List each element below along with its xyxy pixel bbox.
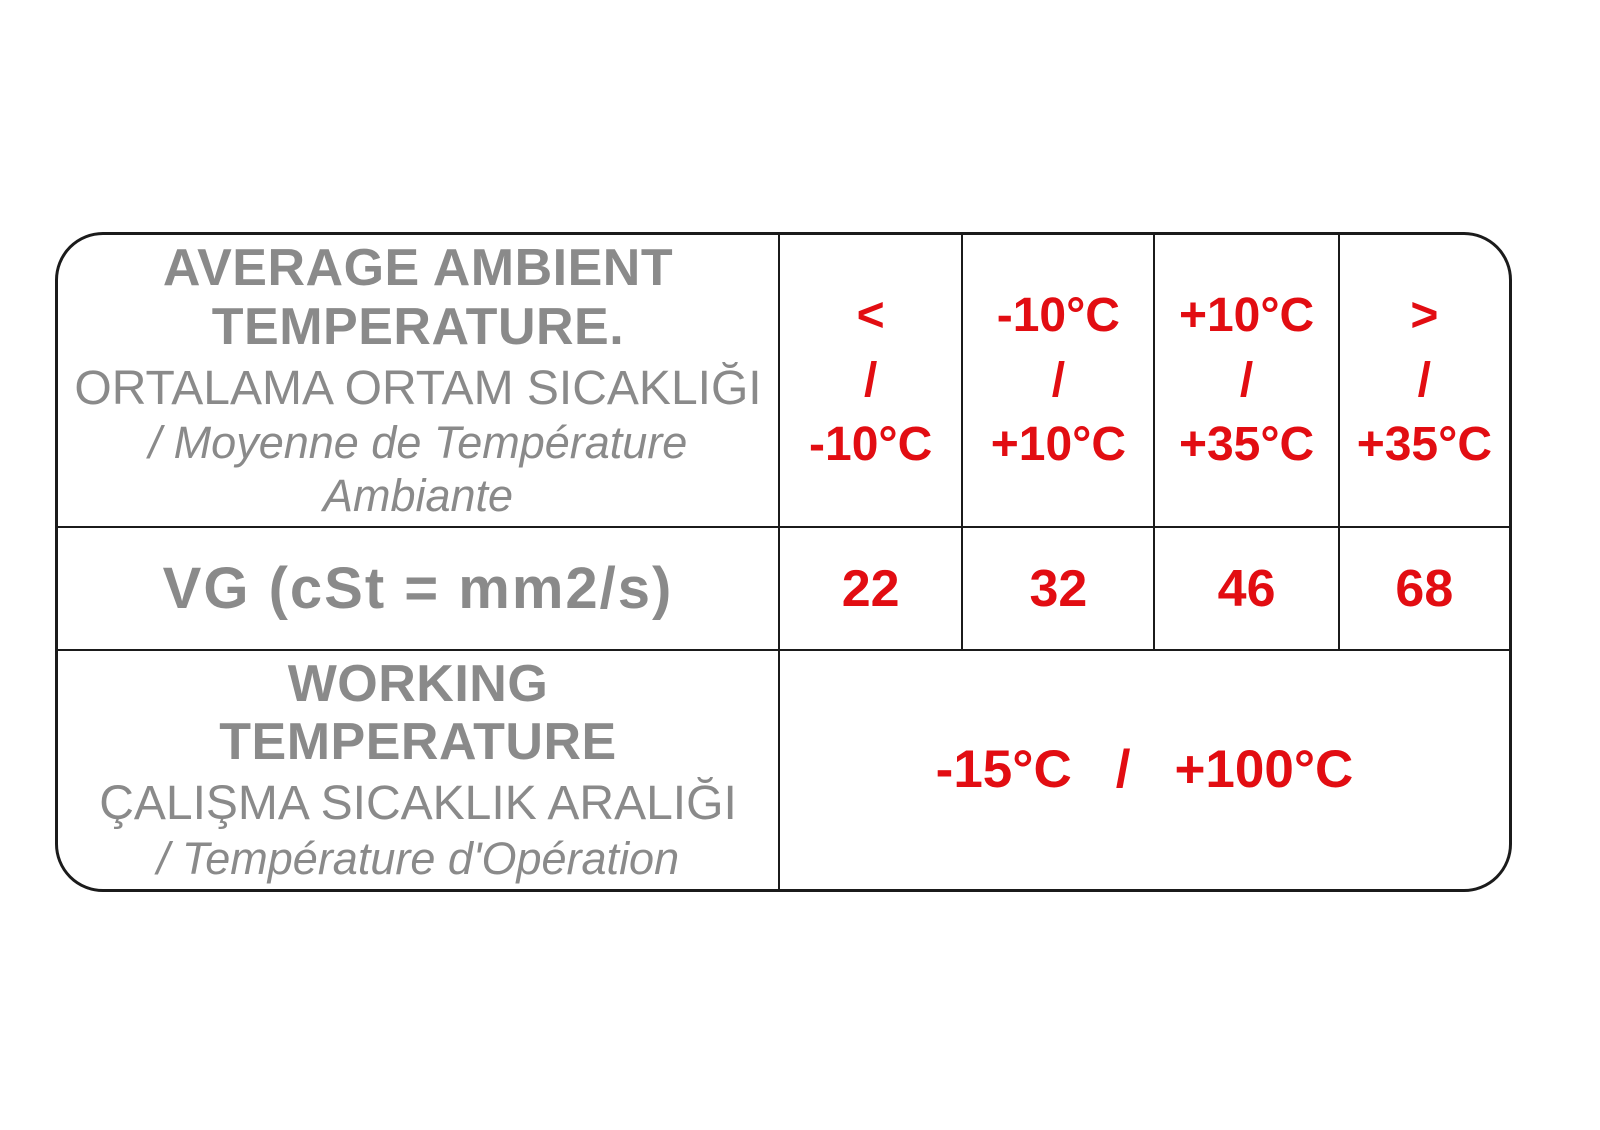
range-separator: / <box>1051 353 1066 407</box>
working-title-line1: WORKING <box>287 654 549 713</box>
ambient-temperature-title <box>163 239 673 357</box>
vg-label-cell <box>58 526 778 648</box>
working-temperature-range-cell <box>778 649 1509 889</box>
range-from: < <box>856 289 885 343</box>
working-temperature-label-cell <box>58 649 778 889</box>
ambient-subtitle-french-line2: Ambiante <box>322 470 514 522</box>
range-separator: / <box>1417 353 1432 407</box>
working-title-line2: TEMPERATURE <box>219 713 617 772</box>
ambient-subtitle-french-line1: / Moyenne de Température <box>148 417 688 469</box>
ambient-subtitle-french <box>149 416 688 522</box>
range-to: +35°C <box>1356 417 1492 471</box>
working-subtitle-turkish: ÇALIŞMA SICAKLIK ARALIĞI <box>99 777 737 831</box>
vg-value-cell-22 <box>778 526 961 648</box>
range-from: > <box>1410 289 1439 343</box>
working-temperature-range <box>936 739 1354 800</box>
viscosity-grade-table <box>55 232 1512 892</box>
range-to: -10°C <box>809 417 933 471</box>
working-range-min: -15°C <box>935 740 1072 800</box>
ambient-title-line2: TEMPERATURE. <box>211 297 625 356</box>
ambient-temperature-label-cell <box>58 235 778 526</box>
working-range-max: +100°C <box>1174 740 1354 800</box>
working-range-separator: / <box>1115 740 1131 800</box>
vg-value-cell-68 <box>1338 526 1509 648</box>
vg-value-cell-32 <box>961 526 1153 648</box>
vg-value: 22 <box>841 559 900 618</box>
range-from: -10°C <box>996 289 1120 343</box>
ambient-range-cell-below-minus10 <box>778 235 961 526</box>
vg-label: VG (cSt = mm2/s) <box>162 556 674 622</box>
range-to: +35°C <box>1178 417 1315 471</box>
ambient-range-cell-above-plus35 <box>1338 235 1509 526</box>
vg-value: 46 <box>1217 559 1276 618</box>
range-from: +10°C <box>1178 289 1315 343</box>
working-temperature-title <box>219 655 616 773</box>
vg-value: 32 <box>1029 559 1088 618</box>
range-separator: / <box>1239 353 1254 407</box>
ambient-range-cell-minus10-plus10 <box>961 235 1153 526</box>
ambient-range-cell-plus10-plus35 <box>1153 235 1337 526</box>
vg-value: 68 <box>1395 559 1454 618</box>
range-separator: / <box>863 353 878 407</box>
vg-value-cell-46 <box>1153 526 1337 648</box>
ambient-title-line1: AVERAGE AMBIENT <box>162 239 674 297</box>
working-subtitle-french: / Température d'Opération <box>156 832 680 884</box>
ambient-subtitle-turkish: ORTALAMA ORTAM SICAKLIĞI <box>74 361 762 415</box>
range-to: +10°C <box>990 417 1126 471</box>
